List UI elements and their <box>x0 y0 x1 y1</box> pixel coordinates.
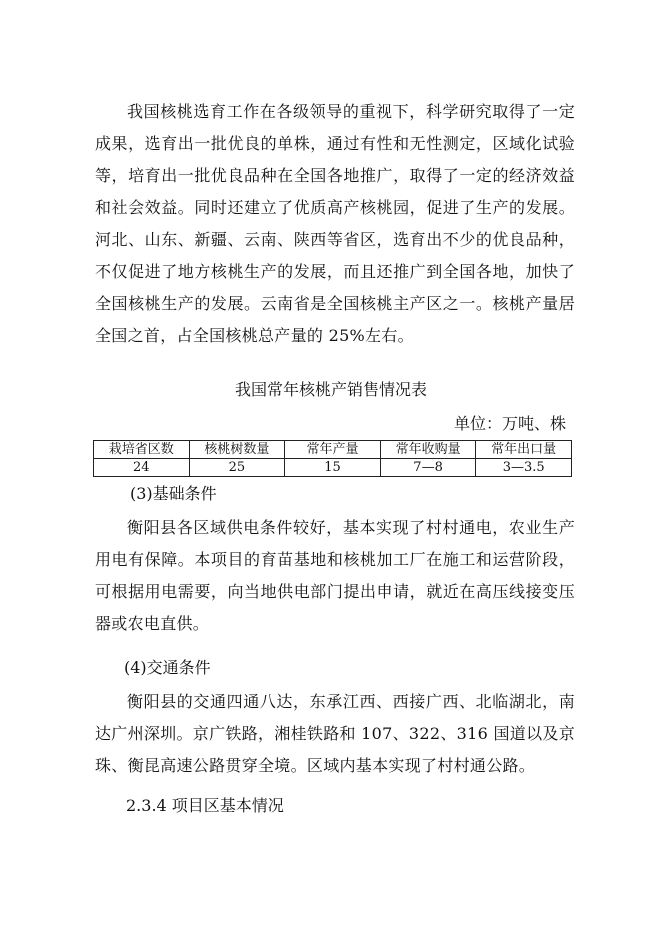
table-header-cell: 常年收购量 <box>380 441 476 459</box>
paragraph-transport: 衡阳县的交通四通八达，东承江西、西接广西、北临湖北，南达广州深圳。京广铁路，湘桂铁路和 107、322、316 国道以及京珠、衡昆高速公路贯穿全境。区域内基本实现了村村通公路。 <box>95 692 575 775</box>
table-row <box>94 459 572 477</box>
table-cell: 24 <box>94 459 190 477</box>
table-header-cell: 核桃树数量 <box>189 441 285 459</box>
table-header-row <box>94 441 572 459</box>
table-title: 我国常年核桃产销售情况表 <box>234 380 427 399</box>
table-unit: 单位：万吨、株 <box>453 414 566 433</box>
table-cell: 7—8 <box>380 459 476 477</box>
table-cell: 15 <box>285 459 381 477</box>
heading-basic-conditions: (3)基础条件 <box>130 484 217 503</box>
table-cell: 3—3.5 <box>476 459 572 477</box>
paragraph-walnut-breeding: 我国核桃选育工作在各级领导的重视下，科学研究取得了一定成果，选育出一批优良的单株，通过有性和无性测定，区域化试验等，培育出一批优良品种在全国各地推广，取得了一定的经济效益和社会效益。同时还建立了优质高产核桃园，促进了生产的发展。河北、山东、新疆、云南、陕西等省区，选育出不少的优良品种，不仅促进了地方核桃生产的发展，而且还推广到全国各地，加快了全国核桃生产的发展。云南省是全国核桃主产区之一。核桃产量居全国之首，占全国核桃总产量的 25%左右。 <box>95 102 575 345</box>
table-header-cell: 常年出口量 <box>476 441 572 459</box>
table-header-cell: 常年产量 <box>285 441 381 459</box>
paragraph-power-supply: 衡阳县各区域供电条件较好，基本实现了村村通电，农业生产用电有保障。本项目的育苗基地和核桃加工厂在施工和运营阶段，可根据用电需要，向当地供电部门提出申请，就近在高压线接变压器或农电直供。 <box>95 518 575 633</box>
heading-transport-conditions: (4)交通条件 <box>124 658 211 677</box>
walnut-sales-table <box>93 440 572 477</box>
table-cell: 25 <box>189 459 285 477</box>
table-header-cell: 栽培省区数 <box>94 441 190 459</box>
heading-project-area: 2.3.4 项目区基本情况 <box>126 796 284 815</box>
